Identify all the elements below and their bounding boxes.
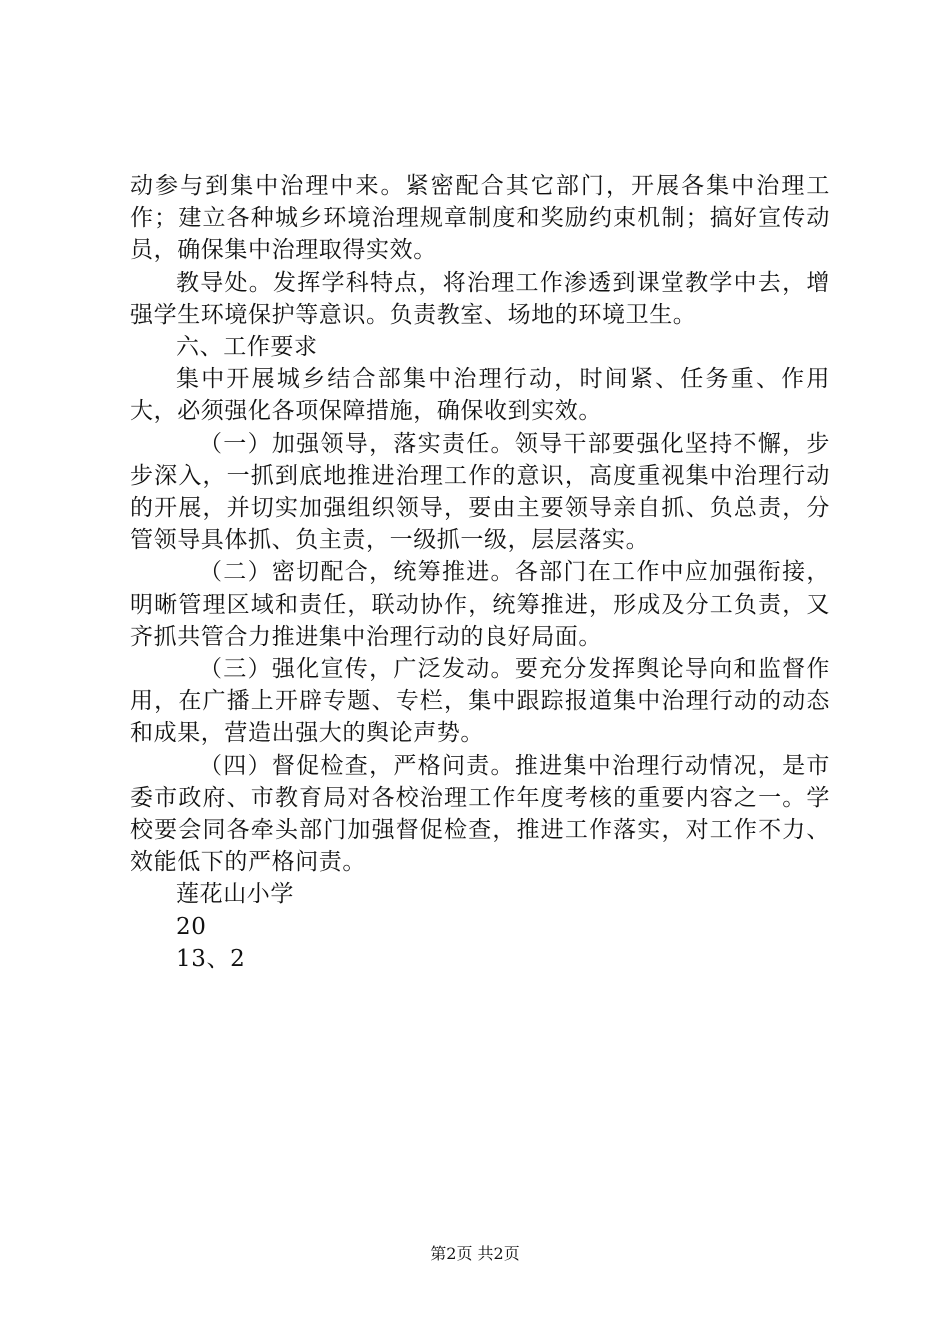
paragraph-continuation: 动参与到集中治理中来。紧密配合其它部门，开展各集中治理工作；建立各种城乡环境治理规章制度和奖励约束机制；搞好宣传动员，确保集中治理取得实效。 [130, 173, 830, 264]
paragraph-item-3: （三）强化宣传，广泛发动。要充分发挥舆论导向和监督作用，在广播上开辟专题、专栏，集中跟踪报道集中治理行动的动态和成果，营造出强大的舆论声势。 [130, 656, 830, 747]
paragraph-item-1: （一）加强领导，落实责任。领导干部要强化坚持不懈，步步深入，一抓到底地推进治理工作的意识，高度重视集中治理行动的开展，并切实加强组织领导，要由主要领导亲自抓、负总责，分管领导具体抓、负主责，一级抓一级，层层落实。 [130, 430, 830, 554]
page-footer: 第2页 共2页 [430, 1244, 520, 1263]
paragraph-item-2: （二）密切配合，统筹推进。各部门在工作中应加强衔接，明晰管理区域和责任，联动协作，统筹推进，形成及分工负责，又齐抓共管合力推进集中治理行动的良好局面。 [130, 559, 830, 650]
paragraph-requirements-intro: 集中开展城乡结合部集中治理行动，时间紧、任务重、作用大，必须强化各项保障措施，确保收到实效。 [130, 366, 830, 425]
paragraph-item-4: （四）督促检查，严格问责。推进集中治理行动情况，是市委市政府、市教育局对各校治理工作年度考核的重要内容之一。学校要会同各牵头部门加强督促检查，推进工作落实，对工作不力、效能低下的严格问责。 [130, 752, 830, 876]
signature-date-part1: 20 [176, 913, 207, 940]
signature-school: 莲花山小学 [176, 881, 294, 908]
section-heading-work-requirements: 六、工作要求 [176, 334, 318, 361]
paragraph-academic-office: 教导处。发挥学科特点，将治理工作渗透到课堂教学中去，增强学生环境保护等意识。负责教室、场地的环境卫生。 [130, 269, 830, 328]
document-body [130, 170, 830, 975]
signature-date-part2: 13、2 [176, 945, 246, 972]
